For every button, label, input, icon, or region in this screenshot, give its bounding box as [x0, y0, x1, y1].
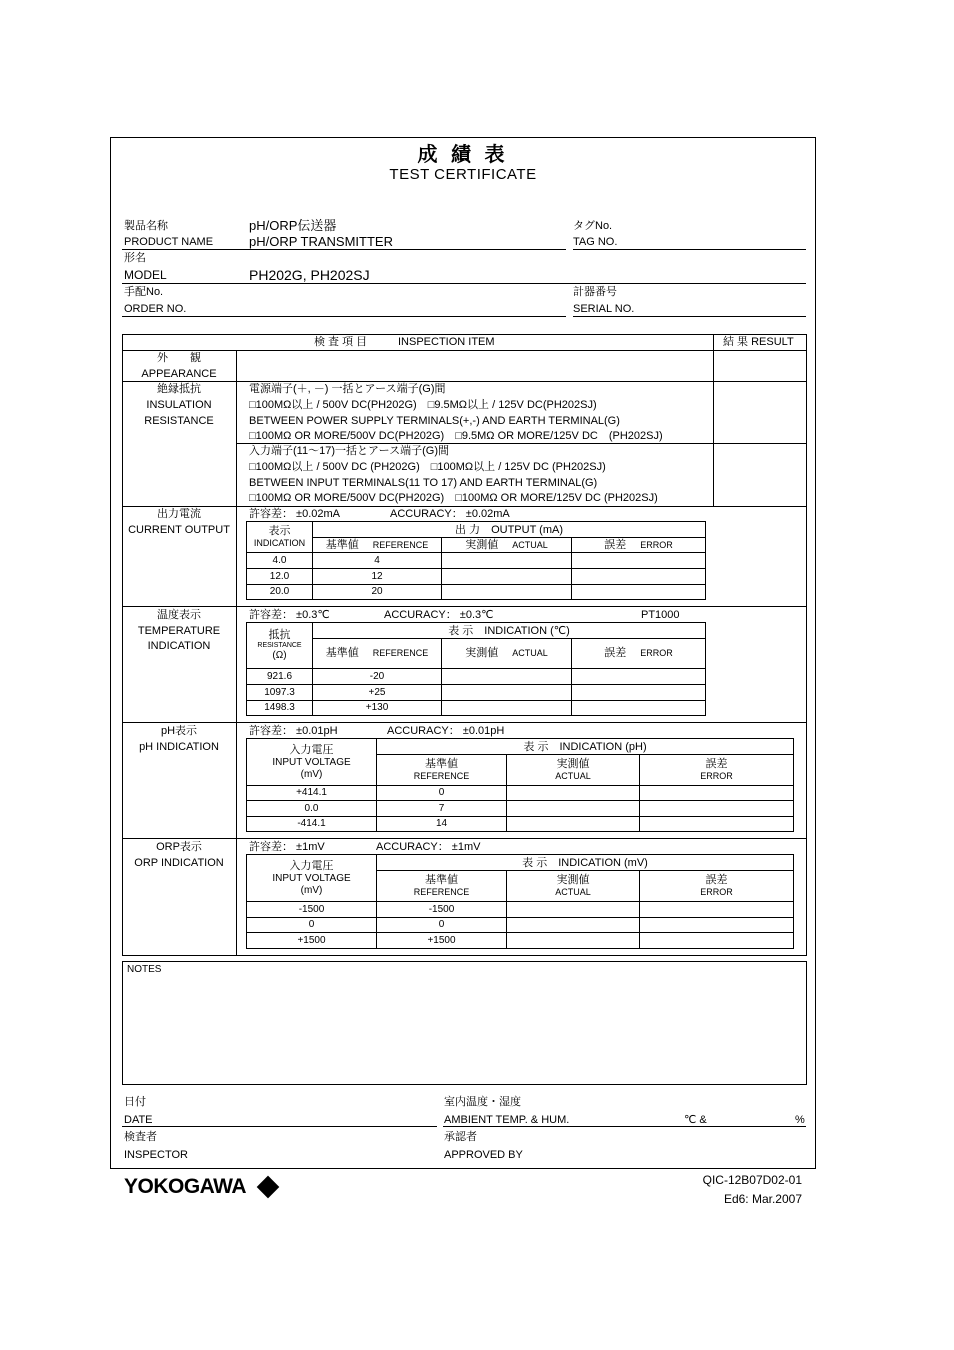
reference-cell: 0 [377, 918, 507, 933]
error-header [640, 871, 794, 902]
actual-header [442, 639, 572, 669]
date-label-jp: 日付 [124, 1096, 146, 1108]
resistance-cell: 1498.3 [247, 701, 313, 716]
reference-cell: +25 [313, 685, 442, 701]
error-cell [572, 553, 706, 569]
error-header-jp: 誤差 [604, 538, 627, 551]
table-row [247, 569, 706, 585]
insulation-input-line: BETWEEN INPUT TERMINALS(11 TO 17) AND EARTH TERMINAL(G) [249, 477, 598, 489]
error-cell [572, 585, 706, 600]
notes-box [122, 961, 807, 1085]
table-header-row [247, 855, 794, 871]
ph-divider [122, 838, 806, 839]
tag-no-label-en: TAG NO. [573, 236, 618, 248]
error-header [572, 639, 706, 669]
document-edition: Ed6: Mar.2007 [723, 1192, 802, 1206]
reference-cell: -20 [313, 669, 442, 685]
error-header-en: ERROR [700, 887, 733, 897]
input-voltage-cell: +1500 [247, 933, 377, 949]
current-output-divider [122, 606, 806, 607]
order-no-label-en: ORDER NO. [124, 303, 187, 315]
error-cell [572, 685, 706, 701]
actual-cell [442, 585, 572, 600]
approver-label-en: APPROVED BY [444, 1149, 523, 1161]
actual-cell [442, 685, 572, 701]
ambient-label-en: AMBIENT TEMP. & HUM. [444, 1114, 570, 1126]
actual-header-jp: 実測値 [465, 647, 499, 659]
table-header-row [247, 623, 706, 639]
reference-cell: 20 [313, 585, 442, 600]
table-header-row [247, 538, 706, 553]
insulation-input-line: □100MΩ以上 / 500V DC (PH202G) □100MΩ以上 / 125V DC (PH202SJ) [249, 461, 606, 473]
reference-header [377, 755, 507, 786]
temperature-label-jp: 温度表示 [157, 609, 201, 621]
ph-label-en: pH INDICATION [139, 741, 219, 753]
order-no-underline [122, 316, 566, 317]
current-output-label-jp: 出力電流 [157, 508, 201, 520]
reference-header-jp: 基準値 [325, 647, 359, 659]
indication-group-header: 表 示 INDICATION (℃) [313, 623, 706, 639]
error-header-jp: 誤差 [705, 874, 728, 886]
error-cell [640, 801, 794, 817]
product-name-label-en: PRODUCT NAME [124, 236, 214, 248]
current-output-label-en: CURRENT OUTPUT [128, 524, 230, 536]
orp-label-jp: ORP表示 [156, 841, 202, 853]
inspector-label-en: INSPECTOR [124, 1149, 188, 1161]
insulation-power-line: 電源端子(＋, －) 一括とアース端子(G)間 [249, 383, 446, 395]
reference-header [377, 871, 507, 902]
model-label-jp: 形名 [124, 252, 146, 264]
actual-header-jp: 実測値 [556, 758, 590, 770]
error-header-jp: 誤差 [604, 647, 627, 659]
model-value: PH202G, PH202SJ [249, 267, 370, 283]
actual-cell [507, 817, 640, 832]
actual-cell [507, 902, 640, 918]
insulation-power-line: □100MΩ OR MORE/500V DC(PH202G) □9.5MΩ OR MORE/125V DC (PH202SJ) [249, 430, 663, 442]
tag-no-label-jp: タグNo. [573, 220, 613, 232]
indication-group-header: 表 示 INDICATION (mV) [377, 855, 794, 871]
date-underline [122, 1126, 437, 1127]
actual-header-en: ACTUAL [555, 771, 591, 781]
serial-no-underline [573, 316, 806, 317]
insulation-label-en-2: RESISTANCE [144, 415, 214, 427]
actual-cell [507, 786, 640, 801]
actual-header-en: ACTUAL [555, 887, 591, 897]
error-cell [640, 786, 794, 801]
orp-tolerance: 許容差： ±1mV [249, 841, 325, 853]
table-row [247, 918, 794, 933]
ambient-underline [443, 1126, 806, 1127]
input-voltage-cell: 0 [247, 918, 377, 933]
actual-header-en: ACTUAL [512, 648, 548, 658]
reference-header-en: REFERENCE [413, 771, 470, 781]
table-row [247, 553, 706, 569]
insulation-label-en-1: INSULATION [146, 399, 212, 411]
resistance-cell: 921.6 [247, 669, 313, 685]
current-output-tolerance: 許容差： ±0.02mA [249, 508, 341, 520]
current-output-accuracy: ACCURACY： ±0.02mA [390, 508, 510, 520]
ph-label-jp: pH表示 [160, 725, 198, 737]
actual-cell [507, 801, 640, 817]
actual-header [507, 755, 640, 786]
insulation-power-line: □100MΩ以上 / 500V DC(PH202G) □9.5MΩ以上 / 125V DC(PH202SJ) [249, 399, 597, 411]
reference-cell: 14 [377, 817, 507, 832]
reference-header-jp: 基準値 [425, 758, 458, 770]
temperature-divider [122, 722, 806, 723]
actual-header [507, 871, 640, 902]
reference-cell: 0 [377, 786, 507, 801]
table-header-row [247, 639, 706, 669]
indication-cell: 20.0 [247, 585, 313, 600]
ambient-label-jp: 室内温度・湿度 [444, 1096, 521, 1108]
title-jp: 成 績 表 [417, 144, 509, 166]
serial-no-label-jp: 計器番号 [573, 286, 617, 298]
reference-header-jp: 基準値 [425, 874, 458, 886]
actual-header [442, 538, 572, 553]
label-column-divider [236, 350, 237, 955]
actual-cell [442, 569, 572, 585]
order-no-label-jp: 手配No. [124, 286, 164, 298]
reference-cell: 12 [313, 569, 442, 585]
reference-cell: +1500 [377, 933, 507, 949]
document-number: QIC-12B07D02-01 [702, 1173, 802, 1187]
ambient-temp-unit: ℃ & [684, 1114, 707, 1126]
table-row [247, 817, 794, 832]
actual-header-jp: 実測値 [465, 538, 499, 551]
insulation-input-line: □100MΩ OR MORE/500V DC(PH202G) □100MΩ OR MORE/125V DC (PH202SJ) [249, 492, 658, 504]
inspection-item-header-en: INSPECTION ITEM [398, 336, 495, 348]
model-label-en: MODEL [124, 268, 167, 282]
input-voltage-cell: +414.1 [247, 786, 377, 801]
product-name-label-jp: 製品名称 [124, 220, 168, 232]
inspector-label-jp: 検査者 [124, 1131, 157, 1143]
resistance-header-unit: (Ω) [272, 650, 287, 661]
error-cell [640, 918, 794, 933]
orp-label-en: ORP INDICATION [134, 857, 224, 869]
approver-label-jp: 承認者 [444, 1131, 477, 1143]
temperature-accuracy: ACCURACY： ±0.3℃ [384, 609, 494, 621]
table-row [247, 786, 794, 801]
input-voltage-cell: 0.0 [247, 801, 377, 817]
output-group-header: 出 力 OUTPUT (mA) [313, 522, 706, 538]
reference-cell: -1500 [377, 902, 507, 918]
actual-cell [442, 701, 572, 716]
error-cell [572, 701, 706, 716]
date-label-en: DATE [124, 1114, 153, 1126]
title-en: TEST CERTIFICATE [389, 166, 537, 183]
resistance-header-jp: 抵抗 [268, 629, 291, 641]
result-header: 結 果 RESULT [723, 336, 794, 348]
reference-header [313, 538, 442, 553]
insulation-input-line: 入力端子(11～17)一括とアース端子(G)間 [249, 445, 449, 457]
reference-cell: +130 [313, 701, 442, 716]
product-name-value-en: pH/ORP TRANSMITTER [249, 234, 393, 249]
error-header-jp: 誤差 [705, 758, 728, 770]
reference-header [313, 639, 442, 669]
resistance-header-en: RESISTANCE [257, 642, 302, 649]
ph-table [246, 738, 794, 832]
table-row [247, 902, 794, 918]
indication-header [247, 522, 313, 553]
table-row [247, 801, 794, 817]
error-cell [640, 902, 794, 918]
error-cell [640, 933, 794, 949]
input-voltage-cell: -1500 [247, 902, 377, 918]
error-cell [640, 817, 794, 832]
reference-header-en: REFERENCE [372, 539, 429, 550]
appearance-label-jp: 外 観 [157, 352, 201, 364]
indication-cell: 4.0 [247, 553, 313, 569]
error-cell [572, 569, 706, 585]
insulation-power-line: BETWEEN POWER SUPPLY TERMINALS(+,-) AND EARTH TERMINAL(G) [249, 415, 620, 427]
temperature-table [246, 622, 706, 716]
table-header-row [247, 522, 706, 538]
temperature-sensor: PT1000 [641, 609, 680, 621]
actual-header-jp: 実測値 [556, 874, 590, 886]
input-voltage-header [247, 855, 377, 902]
resistance-header [247, 623, 313, 669]
table-header-row [247, 739, 794, 755]
indication-cell: 12.0 [247, 569, 313, 585]
temperature-label-en-2: INDICATION [147, 640, 211, 652]
reference-header-en: REFERENCE [413, 887, 470, 897]
input-voltage-header [247, 739, 377, 786]
input-voltage-cell: -414.1 [247, 817, 377, 832]
error-header-en: ERROR [640, 648, 673, 658]
product-name-underline [122, 249, 566, 250]
ambient-hum-unit: % [795, 1114, 805, 1126]
input-voltage-header-en: INPUT VOLTAGE [272, 872, 351, 884]
temperature-label-en-1: TEMPERATURE [137, 625, 221, 637]
input-voltage-header-jp: 入力電圧 [289, 743, 334, 756]
serial-no-label-en: SERIAL NO. [573, 303, 635, 315]
error-cell [572, 669, 706, 685]
error-header-en: ERROR [640, 539, 673, 550]
actual-cell [442, 669, 572, 685]
tag-no-underline [573, 249, 806, 250]
input-voltage-header-en: INPUT VOLTAGE [272, 756, 351, 768]
table-row [247, 933, 794, 949]
error-header [572, 538, 706, 553]
error-header [640, 755, 794, 786]
model-underline [122, 283, 806, 284]
notes-label: NOTES [127, 964, 162, 975]
current-output-table [246, 521, 706, 600]
temperature-tolerance: 許容差： ±0.3℃ [249, 609, 330, 621]
actual-cell [507, 933, 640, 949]
actual-cell [442, 553, 572, 569]
reference-header-en: REFERENCE [372, 648, 429, 658]
input-voltage-header-jp: 入力電圧 [289, 859, 334, 872]
error-header-en: ERROR [700, 771, 733, 781]
inspection-item-header-jp: 検 査 項 目 [314, 336, 368, 348]
table-row [247, 685, 706, 701]
orp-accuracy: ACCURACY： ±1mV [376, 841, 481, 853]
appearance-label-en: APPEARANCE [141, 368, 217, 380]
reference-cell: 7 [377, 801, 507, 817]
reference-header-jp: 基準値 [325, 538, 359, 551]
input-voltage-header-unit: (mV) [300, 884, 323, 896]
ph-accuracy: ACCURACY： ±0.01pH [387, 725, 505, 737]
resistance-cell: 1097.3 [247, 685, 313, 701]
diamond-icon [257, 1176, 280, 1199]
table-row [247, 701, 706, 716]
indication-header-en: INDICATION [253, 538, 306, 548]
reference-cell: 4 [313, 553, 442, 569]
indication-group-header: 表 示 INDICATION (pH) [377, 739, 794, 755]
orp-table [246, 854, 794, 949]
table-row [247, 585, 706, 600]
actual-cell [507, 918, 640, 933]
input-voltage-header-unit: (mV) [300, 768, 323, 780]
ph-tolerance: 許容差： ±0.01pH [249, 725, 338, 737]
product-name-value-jp: pH/ORP伝送器 [249, 218, 337, 233]
table-row [247, 669, 706, 685]
actual-header-en: ACTUAL [512, 539, 548, 550]
result-column-divider [713, 334, 714, 506]
indication-header-jp: 表示 [268, 525, 291, 537]
insulation-label-jp: 絶縁抵抗 [157, 383, 201, 395]
yokogawa-logo: YOKOGAWA [124, 1175, 247, 1198]
